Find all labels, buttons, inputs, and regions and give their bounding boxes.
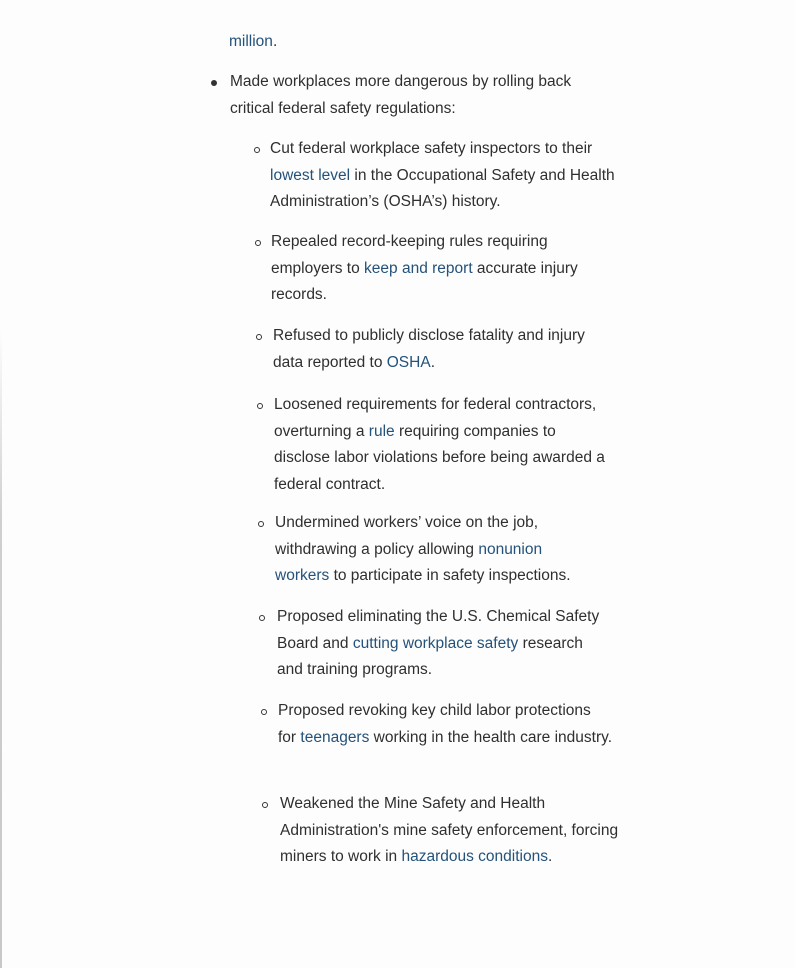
bullet-circle-icon <box>257 403 263 409</box>
sub-list-item <box>278 698 613 751</box>
item-text: . <box>430 353 435 371</box>
item-text: requiring companies to disclose labor violations before being awarded a federal contract. <box>274 422 605 493</box>
link-keep-and-report[interactable]: keep and report <box>364 259 473 277</box>
bullet-circle-icon <box>256 334 262 340</box>
fragment-tail: . <box>272 33 278 50</box>
page-edge-shadow <box>0 330 2 968</box>
bullet-circle-icon <box>255 240 261 246</box>
link-cutting-workplace-safety[interactable]: cutting workplace safety <box>352 634 519 652</box>
item-text: to participate in safety inspections. <box>329 567 571 584</box>
link-rule[interactable]: rule <box>368 422 395 440</box>
link-teenagers[interactable]: teenagers <box>300 728 370 746</box>
item-text: accurate injury records. <box>271 259 578 303</box>
bullet-circle-icon <box>259 615 265 621</box>
item-text: . <box>547 848 553 865</box>
item-text: Repealed record-keeping rules requiring employers to <box>271 233 548 277</box>
sub-list-item <box>270 136 615 216</box>
bullet-circle-icon <box>261 709 267 715</box>
item-text: research and training programs. <box>277 634 583 678</box>
sub-list-item <box>273 323 613 376</box>
item-text: Loosened requirements for federal contractors, overturning a <box>274 396 597 440</box>
main-bullet-text: Made workplaces more dangerous by rolling back critical federal safety regulations: <box>230 73 572 117</box>
item-text: Proposed eliminating the U.S. Chemical Safety Board and <box>277 608 600 652</box>
bullet-disc-icon <box>211 80 217 86</box>
sub-list-item <box>277 604 612 684</box>
link-million[interactable]: million <box>229 33 273 50</box>
item-text: Cut federal workplace safety inspectors to their <box>270 140 593 157</box>
bullet-circle-icon <box>258 521 264 527</box>
sub-list-item <box>280 791 620 871</box>
sub-list-item <box>275 510 595 590</box>
bullet-circle-icon <box>254 147 260 153</box>
link-hazardous-conditions[interactable]: hazardous conditions <box>401 848 548 865</box>
sub-list-item <box>271 229 611 309</box>
sub-list-item <box>274 392 614 498</box>
bullet-circle-icon <box>262 802 268 808</box>
continued-text-fragment <box>229 31 277 53</box>
link-nonunion-workers[interactable]: nonunion workers <box>275 540 543 584</box>
link-osha[interactable]: OSHA <box>386 353 431 371</box>
item-text: Undermined workers’ voice on the job, withdrawing a policy allowing <box>275 514 539 558</box>
item-text: Refused to publicly disclose fatality and injury data reported to <box>273 327 585 371</box>
item-text: in the Occupational Safety and Health Administration’s (OSHA’s) history. <box>270 166 615 210</box>
item-text: Weakened the Mine Safety and Health Administration's mine safety enforcement, forcing miners to work in <box>280 795 619 865</box>
item-text: working in the health care industry. <box>369 728 613 746</box>
link-lowest-level[interactable]: lowest level <box>270 166 351 184</box>
item-text: Proposed revoking key child labor protections for <box>278 702 591 746</box>
